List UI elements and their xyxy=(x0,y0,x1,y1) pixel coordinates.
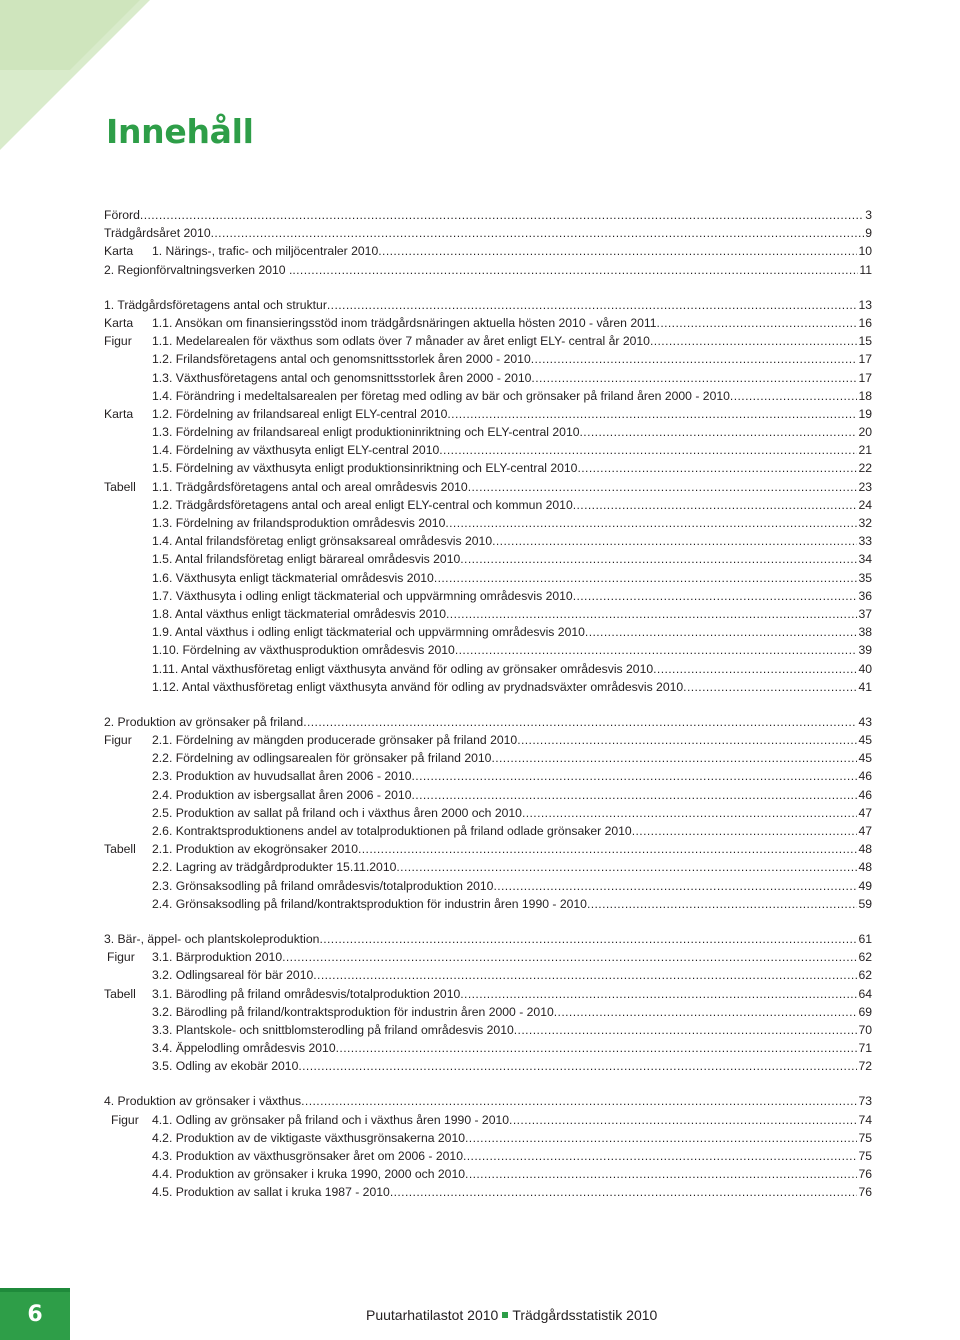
toc-dot-leader xyxy=(460,985,857,1003)
toc-dot-leader xyxy=(577,459,857,477)
toc-dot-leader xyxy=(632,822,858,840)
toc-entry-page: 46 xyxy=(858,769,872,784)
toc-dot-leader xyxy=(730,387,858,405)
toc-dot-leader xyxy=(531,350,858,368)
page-number: 6 xyxy=(27,1302,43,1327)
toc-entry-label: 2. Produktion av grönsaker på friland xyxy=(104,714,304,729)
toc-entry[interactable] xyxy=(104,1147,872,1165)
toc-entry[interactable] xyxy=(104,948,872,966)
toc-entry-label: 2.1. Fördelning av mängden producerade grönsaker på friland 2010 xyxy=(152,733,518,748)
toc-entry-label: 2.3. Grönsaksodling på friland områdesvis/totalproduktion 2010 xyxy=(152,878,494,893)
footer-publication-sv: Trädgårdsstatistik 2010 xyxy=(512,1307,658,1323)
toc-entry-page: 38 xyxy=(858,625,872,640)
toc-entry-category: Karta xyxy=(104,244,134,259)
toc-entry-label: Förord xyxy=(104,208,140,222)
toc-dot-leader xyxy=(445,514,857,532)
toc-entry-label: 1.2. Trädgårdsföretagens antal och areal enligt ELY-central och kommun 2010 xyxy=(152,497,573,512)
toc-dot-leader xyxy=(650,332,858,350)
toc-entry[interactable] xyxy=(104,822,872,840)
toc-section-gap xyxy=(104,279,872,296)
toc-dot-leader xyxy=(587,895,857,913)
toc-dot-leader xyxy=(447,405,857,423)
toc-entry-page: 35 xyxy=(858,570,872,585)
toc-entry-page: 76 xyxy=(858,1185,872,1200)
toc-entry-page: 45 xyxy=(858,751,872,766)
toc-entry[interactable] xyxy=(104,496,872,514)
footer-separator-square xyxy=(502,1312,508,1318)
toc-entry-page: 76 xyxy=(858,1167,872,1182)
toc-entry-label: 1.5. Antal frilandsföretag enligt bärareal områdesvis 2010 xyxy=(152,552,461,567)
toc-entry[interactable] xyxy=(104,966,872,984)
toc-entry-page: 46 xyxy=(858,787,872,802)
toc-dot-leader xyxy=(140,206,864,224)
toc-dot-leader xyxy=(396,858,857,876)
toc-entry-page: 70 xyxy=(858,1022,872,1037)
toc-entry-label: 3.1. Bärproduktion 2010 xyxy=(152,950,283,965)
toc-entry-label: 2.4. Produktion av isbergsallat åren 2006 - 2010 xyxy=(152,787,412,802)
toc-entry-label: 3.1. Bärodling på friland områdesvis/totalproduktion 2010 xyxy=(152,986,461,1001)
toc-section-gap xyxy=(104,696,872,713)
toc-entry-page: 21 xyxy=(858,443,872,458)
toc-entry-label: 4.4. Produktion av grönsaker i kruka 1990, 2000 och 2010 xyxy=(152,1167,466,1182)
toc-dot-leader xyxy=(465,1165,857,1183)
toc-entry-label: 4.3. Produktion av växthusgrönsaker året om 2006 - 2010 xyxy=(152,1149,463,1163)
toc-dot-leader xyxy=(468,478,858,496)
toc-dot-leader xyxy=(211,224,865,242)
toc-entry-page: 15 xyxy=(858,334,872,349)
toc-entry[interactable] xyxy=(104,786,872,804)
toc-entry-label: 4.1. Odling av grönsaker på friland och i växthus åren 1990 - 2010 xyxy=(152,1112,510,1127)
toc-entry-page: 34 xyxy=(858,552,872,567)
toc-dot-leader xyxy=(378,242,857,260)
toc-dot-leader xyxy=(491,749,857,767)
toc-dot-leader xyxy=(580,423,858,441)
toc-entry[interactable] xyxy=(104,1183,872,1201)
toc-dot-leader xyxy=(434,569,858,587)
toc-entry-label: 1.4. Antal frilandsföretag enligt grönsaksareal områdesvis 2010 xyxy=(152,534,493,549)
toc-entry-label: 1.5. Fördelning av växthusyta enligt produktionsinriktning och ELY-central 2010 xyxy=(152,461,578,476)
toc-entry-label: 4.5. Produktion av sallat i kruka 1987 - 2010 xyxy=(152,1185,390,1200)
toc-entry-page: 62 xyxy=(858,968,872,983)
toc-entry-page: 75 xyxy=(858,1130,872,1145)
toc-entry[interactable] xyxy=(104,713,872,731)
toc-dot-leader xyxy=(336,1039,858,1057)
toc-entry[interactable] xyxy=(104,332,872,350)
toc-entry[interactable] xyxy=(104,641,872,659)
toc-entry[interactable] xyxy=(104,1057,872,1075)
toc-entry-label: 1.10. Fördelning av växthusproduktion områdesvis 2010 xyxy=(152,643,455,658)
toc-entry-page: 73 xyxy=(858,1094,872,1109)
toc-entry-label: 1.3. Växthusföretagens antal och genomsnittsstorlek åren 2000 - 2010 xyxy=(152,370,532,385)
toc-entry-page: 49 xyxy=(858,878,872,893)
toc-dot-leader xyxy=(493,877,857,895)
toc-entry-label: 3.3. Plantskole- och snittblomsterodling på friland områdesvis 2010 xyxy=(152,1022,514,1037)
toc-entry-page: 24 xyxy=(858,497,872,512)
toc-dot-leader xyxy=(313,966,857,984)
toc-entry-label: 3.2. Odlingsareal för bär 2010 xyxy=(152,968,314,983)
toc-entry-page: 16 xyxy=(858,315,872,330)
toc-entry[interactable] xyxy=(104,423,872,441)
toc-entry-page: 48 xyxy=(858,860,872,875)
toc-dot-leader xyxy=(439,441,857,459)
toc-entry-label: 4.2. Produktion av de viktigaste växthusgrönsakerna 2010 xyxy=(152,1130,466,1145)
toc-entry-label: 1.2. Frilandsföretagens antal och genomsnittsstorlek åren 2000 - 2010 xyxy=(152,352,531,367)
toc-entry[interactable] xyxy=(104,623,872,641)
toc-entry[interactable] xyxy=(104,895,872,913)
toc-entry-category: Tabell xyxy=(104,986,136,1001)
toc-entry-page: 13 xyxy=(858,297,872,312)
toc-entry-label: 2.6. Kontraktsproduktionens andel av totalproduktionen på friland odlade grönsaker 2010 xyxy=(152,824,632,838)
toc-dot-leader xyxy=(492,532,857,550)
toc-entry-category: Figur xyxy=(107,950,135,965)
toc-entry-label: 1. Trädgårdsföretagens antal och struktur xyxy=(104,297,327,312)
toc-entry[interactable] xyxy=(104,678,872,696)
toc-dot-leader xyxy=(683,678,857,696)
toc-entry[interactable] xyxy=(104,930,872,948)
toc-dot-leader xyxy=(446,605,857,623)
toc-entry-page: 43 xyxy=(858,714,872,729)
toc-entry-label: Trädgårdsåret 2010 xyxy=(104,226,211,241)
toc-dot-leader xyxy=(327,296,858,314)
toc-dot-leader xyxy=(522,804,858,822)
toc-entry[interactable] xyxy=(104,350,872,368)
toc-entry[interactable] xyxy=(104,459,872,477)
toc-entry-label: 1.8. Antal växthus enligt täckmaterial områdesvis 2010 xyxy=(152,606,447,621)
toc-entry-page: 37 xyxy=(858,606,872,621)
toc-entry[interactable] xyxy=(104,877,872,895)
toc-entry-label: 2.4. Grönsaksodling på friland/kontraktsproduktion för industrin åren 1990 - 2010 xyxy=(152,896,587,911)
toc-dot-leader xyxy=(509,1111,857,1129)
toc-dot-leader xyxy=(455,641,858,659)
toc-entry[interactable] xyxy=(104,840,872,858)
toc-entry-label: 3.4. Äppelodling områdesvis 2010 xyxy=(152,1041,336,1056)
toc-entry[interactable] xyxy=(104,569,872,587)
toc-entry-label: 3.5. Odling av ekobär 2010 xyxy=(152,1059,299,1074)
toc-entry[interactable] xyxy=(104,224,872,242)
toc-entry-page: 40 xyxy=(858,661,872,676)
toc-entry-label: 1.1. Ansökan om finansieringsstöd inom trädgårdsnäringen aktuella hösten 2010 - våren 2011 xyxy=(152,315,657,330)
toc-entry-page: 19 xyxy=(858,406,872,421)
toc-dot-leader xyxy=(298,1057,857,1075)
toc-entry-category: Figur xyxy=(104,334,132,349)
toc-dot-leader xyxy=(358,840,857,858)
toc-entry-page: 72 xyxy=(858,1059,872,1074)
toc-entry[interactable] xyxy=(104,441,872,459)
toc-entry-page: 17 xyxy=(858,352,872,367)
toc-entry-page: 74 xyxy=(858,1112,872,1127)
toc-entry-page: 61 xyxy=(858,931,872,946)
toc-entry-label: 2. Regionförvaltningsverken 2010 . xyxy=(104,262,293,277)
toc-dot-leader xyxy=(319,930,857,948)
toc-entry[interactable] xyxy=(104,1092,872,1110)
toc-entry-label: 4. Produktion av grönsaker i växthus xyxy=(104,1094,302,1109)
toc-dot-leader xyxy=(282,948,857,966)
toc-entry-label: 2.2. Fördelning av odlingsarealen för grönsaker på friland 2010 xyxy=(152,751,492,766)
toc-entry-label: 1.4. Fördelning av växthusyta enligt ELY-central 2010 xyxy=(152,443,440,458)
toc-entry-label: 1.2. Fördelning av frilandsareal enligt ELY-central 2010 xyxy=(152,406,448,421)
toc-entry[interactable] xyxy=(104,731,872,749)
toc-entry[interactable] xyxy=(104,532,872,550)
toc-entry-page: 36 xyxy=(858,588,872,603)
footer-publication-fi: Puutarhatilastot 2010 xyxy=(366,1307,499,1323)
toc-dot-leader xyxy=(531,369,857,387)
toc-entry[interactable] xyxy=(104,1003,872,1021)
toc-entry-page: 22 xyxy=(858,461,872,476)
toc-entry[interactable] xyxy=(104,605,872,623)
toc-section-gap xyxy=(104,1075,872,1092)
toc-dot-leader xyxy=(390,1183,858,1201)
toc-entry-page: 10 xyxy=(858,244,872,259)
toc-dot-leader xyxy=(412,786,858,804)
toc-dot-leader xyxy=(463,1147,857,1165)
toc-entry-page: 47 xyxy=(858,824,872,838)
toc-section-gap xyxy=(104,913,872,930)
toc-entry-page: 75 xyxy=(858,1149,872,1163)
toc-dot-leader xyxy=(412,767,858,785)
toc-entry-label: 3.2. Bärodling på friland/kontraktsproduktion för industrin åren 2000 - 2010 xyxy=(152,1004,554,1019)
toc-entry[interactable] xyxy=(104,587,872,605)
toc-dot-leader xyxy=(460,550,857,568)
toc-dot-leader xyxy=(554,1003,858,1021)
toc-entry-page: 41 xyxy=(858,679,872,694)
toc-entry-page: 11 xyxy=(859,262,872,277)
toc-entry-label: 2.5. Produktion av sallat på friland och i växthus åren 2000 och 2010 xyxy=(152,805,522,820)
toc-entry-page: 45 xyxy=(858,733,872,748)
toc-entry[interactable] xyxy=(104,749,872,767)
toc-entry[interactable] xyxy=(104,206,872,224)
toc-entry-label: 1.3. Fördelning av frilandsproduktion områdesvis 2010 xyxy=(152,516,446,530)
toc-entry[interactable] xyxy=(104,1021,872,1039)
toc-entry-page: 71 xyxy=(858,1041,872,1056)
toc-entry[interactable] xyxy=(104,514,872,532)
toc-entry-page: 3 xyxy=(865,208,872,222)
toc-entry[interactable] xyxy=(104,1111,872,1129)
toc-entry-label: 1.1. Trädgårdsföretagens antal och areal områdesvis 2010 xyxy=(152,479,468,494)
toc-entry-page: 33 xyxy=(858,534,872,549)
toc-entry[interactable] xyxy=(104,858,872,876)
toc-dot-leader xyxy=(573,587,858,605)
toc-entry[interactable] xyxy=(104,405,872,423)
toc-entry[interactable] xyxy=(104,261,872,279)
toc-entry-label: 1.11. Antal växthusföretag enligt växthusyta använd för odling av grönsaker områdesvis 2010 xyxy=(152,661,654,676)
toc-entry-category: Karta xyxy=(104,406,134,421)
toc-entry[interactable] xyxy=(104,478,872,496)
toc-entry-category: Tabell xyxy=(104,479,136,494)
toc-entry-page: 17 xyxy=(858,370,872,385)
toc-entry-category: Karta xyxy=(104,315,134,330)
toc-entry-label: 3. Bär-, äppel- och plantskoleproduktion xyxy=(104,931,320,946)
toc-entry-label: 1.6. Växthusyta enligt täckmaterial områdesvis 2010 xyxy=(152,570,434,585)
toc-entry[interactable] xyxy=(104,296,872,314)
toc-entry-page: 47 xyxy=(858,805,872,820)
toc-entry-label: 1.4. Förändring i medeltalsarealen per företag med odling av bär och grönsaker på friland åren 2000 - 2010 xyxy=(152,388,730,403)
toc-entry-page: 32 xyxy=(858,516,872,530)
toc-dot-leader xyxy=(303,713,857,731)
toc-dot-leader xyxy=(514,1021,858,1039)
toc-entry[interactable] xyxy=(104,767,872,785)
toc-entry-page: 69 xyxy=(858,1004,872,1019)
toc-entry[interactable] xyxy=(104,1039,872,1057)
table-of-contents xyxy=(104,206,872,1202)
toc-dot-leader xyxy=(657,314,858,332)
footer xyxy=(366,1307,657,1323)
toc-entry[interactable] xyxy=(104,314,872,332)
toc-entry-label: 1.9. Antal växthus i odling enligt täckmaterial och uppvärmning områdesvis 2010 xyxy=(152,625,585,640)
toc-entry-label: 1.7. Växthusyta i odling enligt täckmaterial och uppvärmning områdesvis 2010 xyxy=(152,588,573,603)
toc-entry-page: 59 xyxy=(858,896,872,911)
toc-dot-leader xyxy=(517,731,857,749)
toc-entry[interactable] xyxy=(104,550,872,568)
toc-entry[interactable] xyxy=(104,369,872,387)
toc-dot-leader xyxy=(585,623,858,641)
toc-entry[interactable] xyxy=(104,804,872,822)
toc-entry-category: Figur xyxy=(104,733,132,748)
toc-entry-page: 48 xyxy=(858,842,872,857)
toc-entry-category: Tabell xyxy=(104,842,136,857)
page-title: Innehåll xyxy=(106,112,254,151)
toc-entry-page: 62 xyxy=(858,950,872,965)
toc-entry-page: 18 xyxy=(858,388,872,403)
toc-dot-leader xyxy=(653,660,857,678)
toc-dot-leader xyxy=(292,261,858,279)
toc-entry-label: 2.1. Produktion av ekogrönsaker 2010 xyxy=(152,842,358,857)
toc-entry-page: 23 xyxy=(858,479,872,494)
toc-entry-label: 1.1. Medelarealen för växthus som odlats över 7 månader av året enligt ELY- central år 2010 xyxy=(152,334,650,349)
toc-entry-category: Figur xyxy=(111,1112,139,1127)
toc-entry[interactable] xyxy=(104,985,872,1003)
toc-entry[interactable] xyxy=(104,1129,872,1147)
toc-dot-leader xyxy=(301,1092,857,1110)
toc-entry-label: 1. Närings-, trafic- och miljöcentraler 2010 xyxy=(152,244,379,259)
toc-entry-page: 9 xyxy=(865,226,872,241)
toc-entry[interactable] xyxy=(104,387,872,405)
toc-entry[interactable] xyxy=(104,660,872,678)
toc-entry-page: 39 xyxy=(858,643,872,658)
toc-entry[interactable] xyxy=(104,1165,872,1183)
toc-entry-label: 2.2. Lagring av trädgårdprodukter 15.11.2010 xyxy=(152,860,397,875)
toc-entry-label: 1.3. Fördelning av frilandsareal enligt produktioninriktning och ELY-central 2010 xyxy=(152,425,580,440)
toc-entry[interactable] xyxy=(104,242,872,260)
toc-entry-label: 1.12. Antal växthusföretag enligt växthusyta använd för odling av prydnadsväxter områdesvis 2010 xyxy=(152,679,684,694)
toc-entry-page: 64 xyxy=(858,986,872,1001)
toc-entry-page: 20 xyxy=(858,425,872,440)
toc-entry-label: 2.3. Produktion av huvudsallat åren 2006 - 2010 xyxy=(152,769,412,784)
toc-dot-leader xyxy=(573,496,858,514)
toc-dot-leader xyxy=(465,1129,857,1147)
